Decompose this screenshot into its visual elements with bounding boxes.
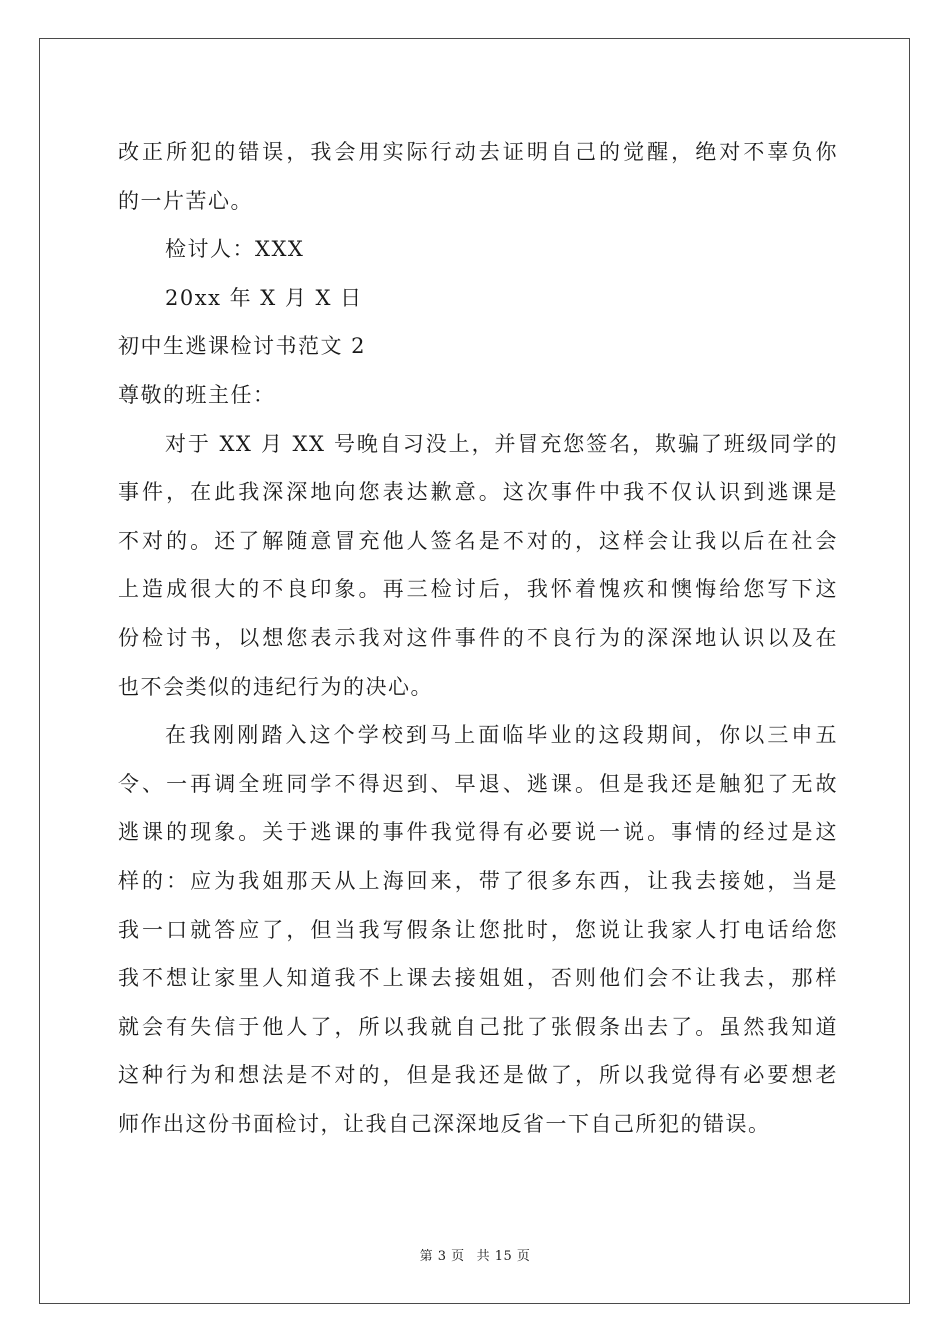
text-line: 的一片苦心。 [118,188,253,213]
page-number: 第 3 页 [419,1249,465,1264]
text-line: 师作出这份书面检讨，让我自己深深地反省一下自己所犯的错误。 [118,1111,771,1136]
text-line: 也不会类似的违纪行为的决心。 [118,674,433,699]
text-line: 尊敬的班主任： [118,382,276,407]
text-line: 对于 XX 月 XX 号晚自习没上，并冒充您签名，欺骗了班级同学的 [165,431,838,456]
page-footer [0,1245,950,1264]
text-line: 不对的。还了解随意冒充他人签名是不对的，这样会让我以后在社会 [118,528,838,553]
text-line: 事件，在此我深深地向您表达歉意。这次事件中我不仅认识到逃课是 [118,480,838,505]
text-line: 在我刚刚踏入这个学校到马上面临毕业的这段期间，你以三申五 [165,723,838,748]
text-line: 份检讨书，以想您表示我对这件事件的不良行为的深深地认识以及在 [118,625,838,650]
text-line: 样的：应为我姐那天从上海回来，带了很多东西，让我去接她，当是 [118,868,838,893]
text-line: 我不想让家里人知道我不上课去接姐姐，否则他们会不让我去，那样 [118,966,838,991]
text-line: 改正所犯的错误，我会用实际行动去证明自己的觉醒，绝对不辜负你 [118,140,838,164]
text-line: 这种行为和想法是不对的，但是我还是做了，所以我觉得有必要想老 [118,1063,838,1088]
text-line: 初中生逃课检讨书范文 2 [118,334,367,359]
page-total: 共 15 页 [476,1249,531,1264]
text-line: 就会有失信于他人了，所以我就自己批了张假条出去了。虽然我知道 [118,1014,838,1039]
document-body [118,128,838,1148]
text-line: 检讨人：XXX [165,237,305,262]
text-line: 我一口就答应了，但当我写假条让您批时，您说让我家人打电话给您 [118,917,838,942]
text-line: 20xx 年 X 月 X 日 [165,285,363,310]
text-line: 上造成很大的不良印象。再三检讨后，我怀着愧疚和懊悔给您写下这 [118,577,838,602]
text-line: 令、一再调全班同学不得迟到、早退、逃课。但是我还是触犯了无故 [118,771,838,796]
text-line: 逃课的现象。关于逃课的事件我觉得有必要说一说。事情的经过是这 [118,820,838,845]
